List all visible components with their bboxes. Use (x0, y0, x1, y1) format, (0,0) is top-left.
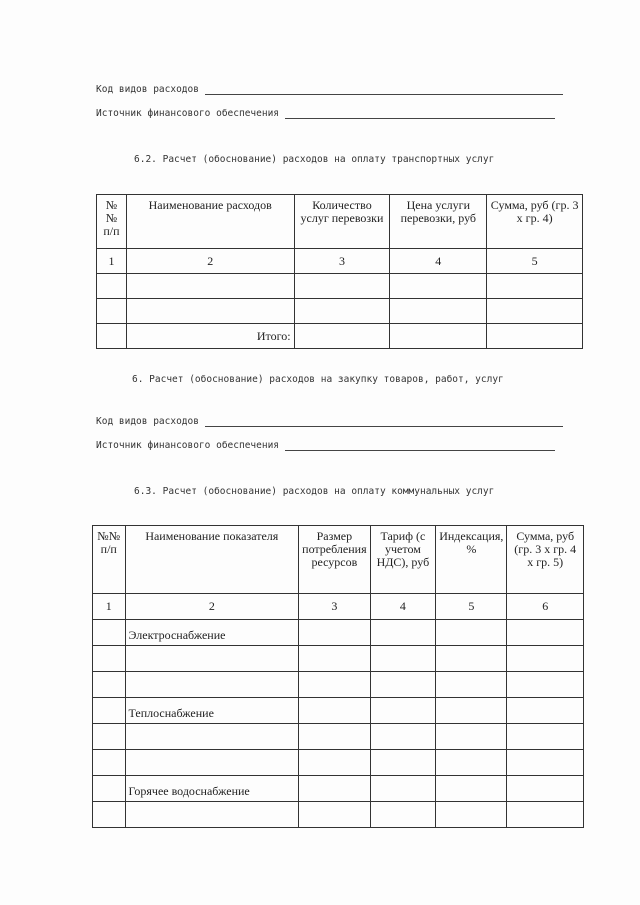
utilities-table (92, 525, 584, 828)
transport-colnum-1: 1 (97, 249, 127, 274)
utilities-row (93, 672, 584, 698)
transport-header-quantity: Количество услуг перевозки (294, 195, 390, 249)
transport-colnum-5: 5 (487, 249, 583, 274)
funding-source-label: Источник финансового обеспечения (96, 108, 280, 119)
utilities-header-consumption: Размер потребления ресурсов (299, 526, 370, 594)
utilities-row-label (125, 646, 299, 672)
utilities-row-label: Горячее водоснабжение (125, 776, 299, 802)
transport-colnum-row (97, 249, 583, 274)
utilities-row (93, 724, 584, 750)
expense-code-row (96, 84, 563, 95)
transport-colnum-4: 4 (390, 249, 487, 274)
utilities-header-indexation: Индексация, % (436, 526, 507, 594)
purchase-funding-source-row (96, 440, 555, 451)
utilities-colnum-4: 4 (370, 594, 436, 620)
funding-source-row (96, 108, 555, 119)
utilities-header-num: №№ п/п (93, 526, 126, 594)
transport-total-label: Итого: (126, 324, 294, 349)
utilities-colnum-6: 6 (507, 594, 584, 620)
purchase-expense-code-label: Код видов расходов (96, 416, 199, 427)
transport-total-row (97, 324, 583, 349)
purchase-heading: 6. Расчет (обоснование) расходов на закупку товаров, работ, услуг (132, 374, 504, 385)
transport-header-name: Наименование расходов (126, 195, 294, 249)
expense-code-label: Код видов расходов (96, 84, 199, 95)
utilities-row-label (125, 750, 299, 776)
purchase-expense-code-row (96, 416, 563, 427)
transport-header-sum: Сумма, руб (гр. 3 х гр. 4) (487, 195, 583, 249)
utilities-header-name: Наименование показателя (125, 526, 299, 594)
utilities-row (93, 750, 584, 776)
utilities-colnum-5: 5 (436, 594, 507, 620)
utilities-row-label (125, 802, 299, 828)
utilities-row (93, 620, 584, 646)
utilities-colnum-1: 1 (93, 594, 126, 620)
transport-header-row (97, 195, 583, 249)
transport-colnum-2: 2 (126, 249, 294, 274)
transport-table (96, 194, 583, 349)
funding-source-line (285, 108, 555, 119)
utilities-colnum-row (93, 594, 584, 620)
utilities-header-tariff: Тариф (с учетом НДС), руб (370, 526, 436, 594)
utilities-row-label: Электроснабжение (125, 620, 299, 646)
purchase-funding-source-line (285, 440, 555, 451)
expense-code-line (205, 84, 563, 95)
utilities-row (93, 646, 584, 672)
utilities-colnum-3: 3 (299, 594, 370, 620)
transport-colnum-3: 3 (294, 249, 390, 274)
purchase-funding-source-label: Источник финансового обеспечения (96, 440, 280, 451)
transport-header-num: № № п/п (97, 195, 127, 249)
utilities-row (93, 698, 584, 724)
utilities-row (93, 776, 584, 802)
utilities-header-row (93, 526, 584, 594)
utilities-header-sum: Сумма, руб (гр. 3 х гр. 4 х гр. 5) (507, 526, 584, 594)
transport-header-price: Цена услуги перевозки, руб (390, 195, 487, 249)
utilities-heading: 6.3. Расчет (обоснование) расходов на оплату коммунальных услуг (134, 486, 495, 497)
utilities-colnum-2: 2 (125, 594, 299, 620)
transport-data-row (97, 299, 583, 324)
transport-data-row (97, 274, 583, 299)
utilities-row-label (125, 672, 299, 698)
utilities-row (93, 802, 584, 828)
utilities-row-label: Теплоснабжение (125, 698, 299, 724)
purchase-expense-code-line (205, 416, 563, 427)
utilities-row-label (125, 724, 299, 750)
transport-heading: 6.2. Расчет (обоснование) расходов на оплату транспортных услуг (134, 154, 495, 165)
